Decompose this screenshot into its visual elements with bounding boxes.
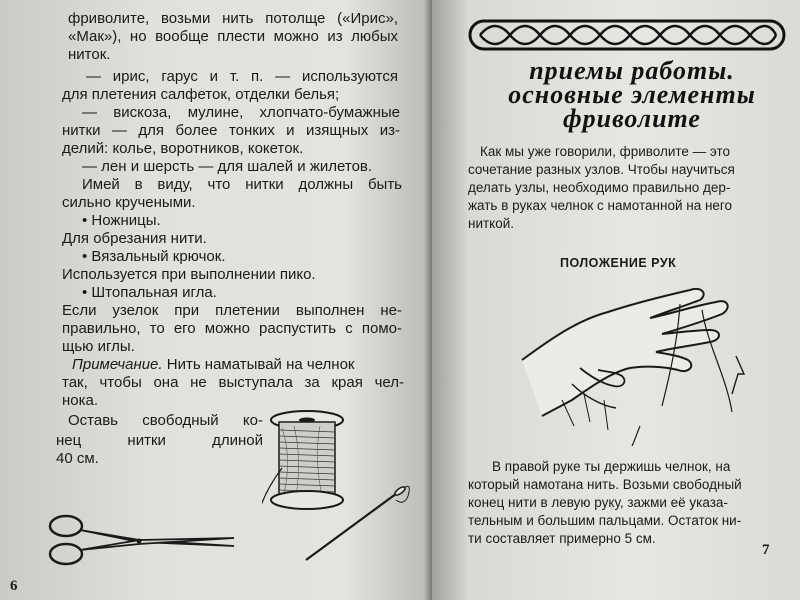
note-text: Нить наматывай на челнок <box>166 356 355 373</box>
text-line: ниткой. <box>468 216 515 231</box>
page-number: 6 <box>10 578 18 594</box>
text-line: который намотана нить. Возьми свободный <box>468 477 742 492</box>
right-page <box>432 0 800 600</box>
text-line: ти составляет примерно 5 см. <box>468 531 656 546</box>
text-line: ниток. <box>68 46 111 63</box>
text-line: сочетание разных узлов. Чтобы научиться <box>468 162 735 177</box>
text-line: Используется при выполнении пико. <box>62 266 316 283</box>
text-line: В правой руке ты держишь челнок, на <box>492 459 731 474</box>
note-line <box>72 356 354 374</box>
text-line: делий: колье, воротников, кокеток. <box>62 140 304 157</box>
text-line: нитки — для более тонких и изящных из- <box>62 122 400 139</box>
text-line: нока. <box>62 392 99 409</box>
text-line: — вискоза, мулине, хлопчато-бумажные <box>82 104 400 121</box>
text-line: Для обрезания нити. <box>62 230 207 247</box>
text-line: для плетения салфеток, отделки белья; <box>62 86 340 103</box>
text-line: делать узлы, необходимо правильно дер- <box>468 180 731 195</box>
text-line: правильно, то его можно распустить с помо- <box>62 320 402 337</box>
figure-caption: ПОЛОЖЕНИЕ РУК <box>560 256 677 270</box>
scissors-icon <box>44 512 244 574</box>
text-line: Как мы уже говорили, фриволите — это <box>480 144 731 159</box>
chapter-title-line-3: фриволите <box>563 104 701 133</box>
list-item: • Ножницы. <box>82 212 161 229</box>
chapter-title-line-2: основные элементы <box>508 80 756 109</box>
darning-needle-icon <box>300 480 416 564</box>
text-line: тельным и большим пальцами. Остаток ни- <box>468 513 742 528</box>
text-line: конец нити в левую руку, зажми её указа- <box>468 495 728 510</box>
text-line: щью иглы. <box>62 338 135 355</box>
page-number: 7 <box>762 542 770 558</box>
text-line: нец нитки длиной <box>56 432 263 449</box>
text-line: — лен и шерсть — для шалей и жилетов. <box>82 158 373 175</box>
note-label: Примечание. <box>72 356 163 373</box>
hands-holding-shuttle-icon <box>512 276 762 446</box>
text-line: Если узелок при плетении выполнен не- <box>62 302 402 319</box>
list-item: • Вязальный крючок. <box>82 248 226 265</box>
celtic-knot-border-icon <box>468 18 786 52</box>
text-line: Оставь свободный ко- <box>68 412 263 429</box>
text-line: фриволите, возьми нить потолще («Ирис», <box>68 10 398 27</box>
text-line: — ирис, гарус и т. п. — используются <box>86 68 398 85</box>
text-line: «Мак»), но вообще плести можно из любых <box>68 28 398 45</box>
text-line: Имей в виду, что нитки должны быть <box>82 176 402 193</box>
list-item: • Штопальная игла. <box>82 284 217 301</box>
text-line: так, чтобы она не выступала за края чел- <box>62 374 404 391</box>
text-line: сильно кручеными. <box>62 194 196 211</box>
chapter-title-line-1: приемы работы. <box>529 56 735 85</box>
text-line: 40 см. <box>56 450 99 467</box>
text-line: жать в руках челнок с намотанной на него <box>468 198 733 213</box>
